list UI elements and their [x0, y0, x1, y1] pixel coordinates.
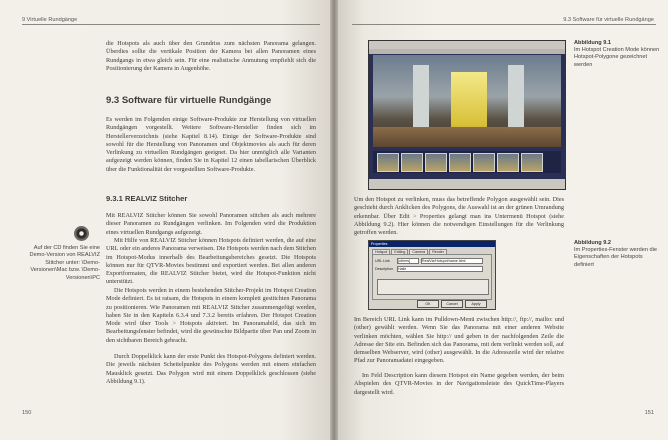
page-number-right: 151	[644, 410, 654, 416]
app-statusbar	[369, 179, 565, 189]
hotspot-options-box	[377, 279, 489, 295]
paragraph-2: Mit Hilfe von REALVIZ Stitcher können Hotspots definiert werden, die auf eine URL oder ein anderes Panorama verweisen. Die Hotspots werden nach dem Stitchen im Hotspot-Modus innerhalb des Bearbeitungsbereiches gesetzt. Die Hotspots können nur für QTVR-Movies bestimmt und exportiert werden. Bei allen anderen Exportformaten, die REALVIZ Stitcher bietet, wird die Hotspot-Funktion nicht unterstützt.	[106, 237, 316, 286]
app-menubar	[369, 41, 565, 49]
thumbnail	[449, 153, 471, 172]
header-rule	[22, 24, 320, 25]
figure-9-2-dialog	[368, 240, 496, 310]
tab-camera[interactable]: Camera	[409, 249, 428, 255]
paragraph-3: Die Hotspots werden in einem bestehenden Stitcher-Projekt im Hotspot Creation Mode definiert. Es ist ratsam, die Hotspots in einem komplett gestitchten Panorama zu positionieren. Wie Panoramen mit REALVIZ Stitcher zusammengefügt werden, haben Sie in den Kapiteln 6.3.4 und 7.3.2 bereits erfahren. Der Hotspot Creation Mode wird über Tools > Hotspots aktiviert. Im Panoramabild, das sich im Bearbeitungsfenster befindet, wird die gewünschte Bildpartie über Pan und Zoom in den sichtbaren Bereich gebracht.	[106, 287, 316, 344]
figure-9-1-text: Im Hotspot Creation Mode können Hotspot-Polygone gezeichnet werden	[574, 47, 660, 68]
right-page	[338, 0, 668, 440]
right-paragraph-1: Um den Hotspot zu verlinken, muss das betreffende Polygon ausgewählt sein. Dies geschieht durch Anklicken des Polygons, die Auswahl ist an der grünen Umrandung erkennbar. Über Edit > Properties gelangt man ins Untermenü Hotspot (siehe Abbildung 9.2). Hier können die notwendigen Einstellungen für die Verlinkung getroffen werden.	[354, 196, 564, 237]
header-rule-right	[352, 24, 656, 25]
running-head-right: 9.3 Software für virtuelle Rundgänge	[563, 17, 654, 23]
figure-9-2-caption	[574, 240, 664, 269]
thumbnail	[377, 153, 399, 172]
tab-render[interactable]: Render	[429, 249, 447, 255]
figure-9-1-caption	[574, 40, 664, 69]
dialog-title: Properties	[369, 241, 496, 247]
thumbnail	[473, 153, 495, 172]
margin-note-cd: Auf der CD finden Sie eine Demo-Version von REALVIZ Stitcher unter: \Demo-Versionen\Mac bzw. \Demo-Versionen\PC	[29, 245, 100, 281]
right-paragraph-3: Im Feld Description kann diesem Hotspot ein Name gegeben werden, der beim Abspielen des QTVR-Movies in der Navigationsleiste des QuickTime-Players dargestellt wird.	[354, 372, 564, 396]
tab-editing[interactable]: Editing	[391, 249, 408, 255]
description-label: Description	[375, 267, 393, 271]
dialog-panel	[372, 254, 492, 300]
page-number-left: 150	[22, 410, 32, 416]
app-toolbar	[369, 49, 565, 54]
thumbnail	[497, 153, 519, 172]
thumbnail	[401, 153, 423, 172]
figure-9-2-label: Abbildung 9.2	[574, 240, 611, 246]
paragraph-4: Durch Doppelklick kann der erste Punkt des Hotspot-Polygons definiert werden. Die jeweils nächsten Scheitelpunkte des Polygons werden mit einem einfachen Mausklick gesetzt. Das Polygon wird mit einem Doppelklick geschlossen (siehe Abbildung 9.1).	[106, 353, 316, 385]
section-paragraph: Es werden im Folgenden einige Software-Produkte zur Herstellung von virtuellen Rundgängen vorgestellt. Weitere Software-Hersteller finden sich im Herstellerverzeichnis (siehe Kapitel 8.14). Einige der Software-Produkte sind sowohl für die Herstellung von Panoramen und Objektmovies als auch für deren Verlinkung zu virtuellen Rundgängen geeignet. Da hier unmöglich alle Varianten aufgezeigt werden können, finden Sie in Kapitel 12 einen tabellarischen Überblick über die Funktionalität der vorgestellten Software-Produkte.	[106, 116, 316, 173]
figure-9-1-label: Abbildung 9.1	[574, 40, 611, 46]
book-gutter	[330, 0, 338, 440]
intro-paragraph: die Hotspots als auch über den Grundriss zum nächsten Panorama gelangen. Überdies sollte die vertikale Position der Kamera bei allen Panoramen eines Rundgangs in etwa gleich sein. Für eine realistische Anmutung empfiehlt sich die Positionierung der Kamera in Augenhöhe.	[106, 40, 316, 72]
figure-9-1-screenshot	[368, 40, 566, 190]
description-input[interactable]: Halle	[397, 266, 483, 272]
cd-icon	[74, 226, 89, 241]
running-head-left: 9 Virtuelle Rundgänge	[22, 17, 78, 23]
left-page	[0, 0, 330, 440]
figure-9-2-text: Im Properties-Fenster werden die Eigenschaften der Hotspots definiert	[574, 247, 658, 268]
right-paragraph-2: Im Bereich URL Link kann im Pulldown-Menü zwischen http://, ftp://, mailto: und (other) gewählt werden. Wenn Sie das Panorama mit einer anderen Website verlinken möchten, wählen Sie http:// und geben in der nachfolgenden Zeile die Adresse der Site ein. Befinden sich das Panorama, mit dem verlinkt werden soll, auf demselben Webserver, wird (other) ausgewählt. In die Adresszeile wird der relative Pfad zur Panoramadatei eingegeben.	[354, 316, 564, 365]
section-heading: 9.3 Software für virtuelle Rundgänge	[106, 95, 272, 106]
url-link-label: URL Link	[375, 259, 390, 263]
tab-hotspot[interactable]: Hotspot	[372, 249, 390, 255]
paragraph-1: Mit REALVIZ Stitcher können Sie sowohl Panoramen stitchen als auch mehrere dieser Panoramen zu Rundgängen verlinken. Im Folgenden wird die Produktion eines virtuellen Rundgangs aufgezeigt.	[106, 212, 316, 236]
url-link-select[interactable]: [others]	[397, 258, 419, 264]
url-link-input[interactable]: RealViz/Hotspot/name.html	[421, 258, 483, 264]
apply-button[interactable]: Apply	[465, 300, 487, 308]
ok-button[interactable]: OK	[417, 300, 439, 308]
panorama-floor	[373, 127, 561, 147]
thumbnail	[425, 153, 447, 172]
cancel-button[interactable]: Cancel	[441, 300, 463, 308]
thumbnail	[521, 153, 543, 172]
subsection-heading: 9.3.1 REALVIZ Stitcher	[106, 194, 188, 203]
